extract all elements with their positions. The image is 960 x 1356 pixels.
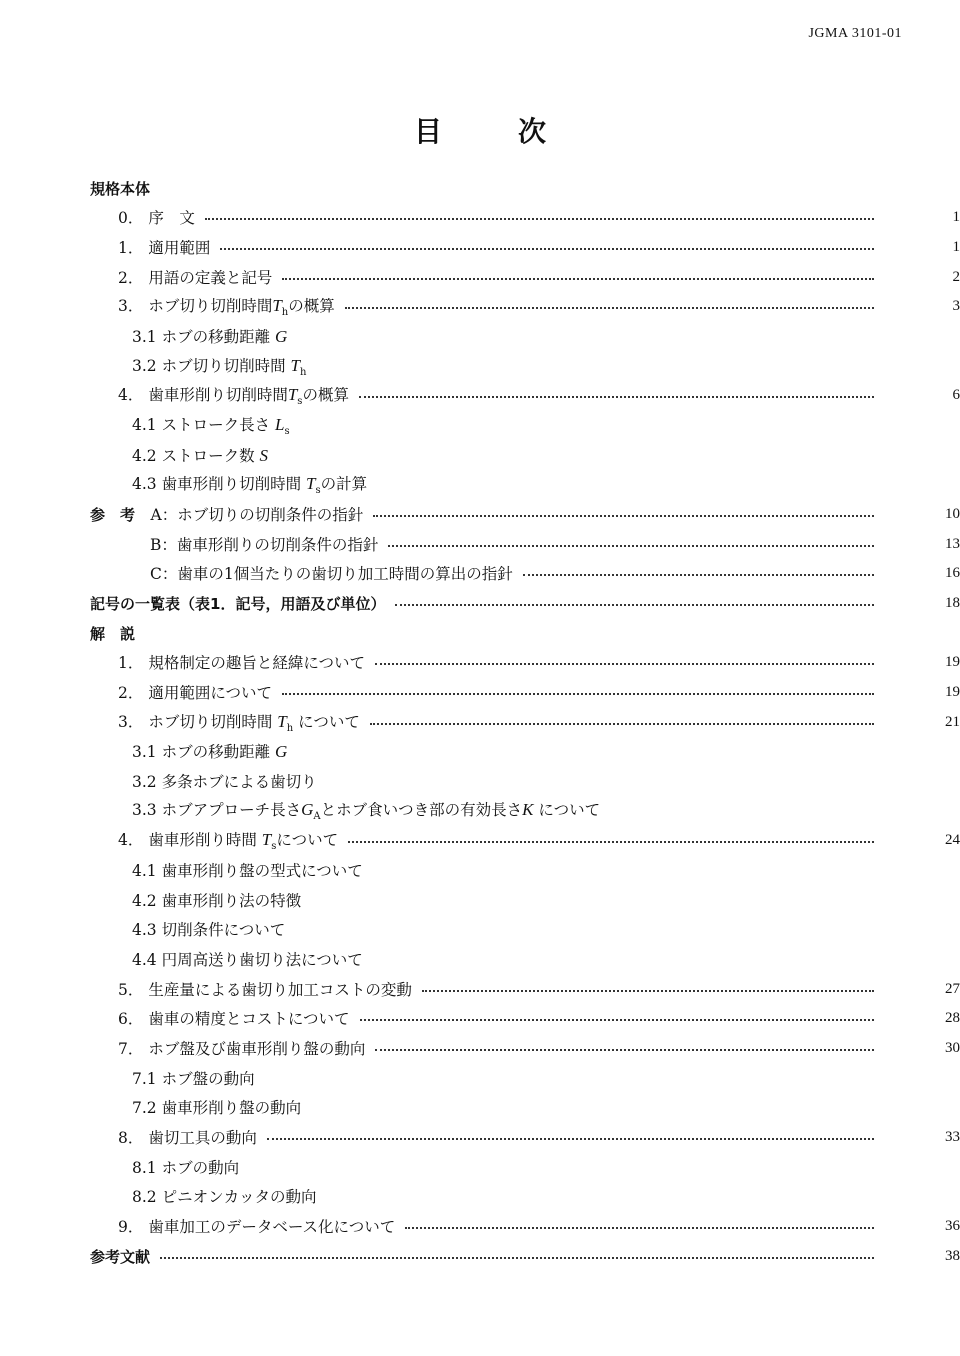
dot-leader [395, 604, 874, 606]
entry-number: 7． [118, 1040, 144, 1058]
toc-entry[interactable] [0, 1123, 960, 1151]
page-number: 24 [945, 831, 960, 848]
entry-title-suffix: について [298, 712, 360, 731]
page-number: 30 [945, 1039, 960, 1056]
entry-title-suffix: について [538, 800, 601, 819]
toc-entry[interactable] [0, 826, 960, 854]
entry-number: 4.1 [132, 862, 157, 880]
page-number: 28 [945, 1009, 960, 1026]
entry-title: C：歯車の1個当たりの歯切り加工時間の算出の指針 [150, 565, 513, 583]
entry-title: 歯車形削り法の特徴 [161, 892, 302, 910]
variable-symbol: G [275, 327, 288, 346]
page-number: 18 [945, 594, 960, 611]
page-number: 19 [945, 653, 960, 670]
entry-number: 4.4 [132, 951, 157, 969]
dot-leader [523, 574, 874, 576]
toc-entry[interactable] [0, 559, 960, 587]
entry-number: 3.3 [132, 800, 157, 819]
variable-subscript: h [286, 723, 294, 735]
entry-title-suffix: の計算 [320, 474, 368, 493]
dot-leader [373, 515, 874, 517]
toc-entry[interactable] [0, 945, 960, 973]
title-char-2: 次 [518, 115, 547, 148]
dot-leader [370, 723, 874, 725]
dot-leader [267, 1138, 874, 1140]
page-number: 38 [945, 1247, 960, 1264]
entry-title: ホブの移動距離 [161, 743, 271, 761]
variable-subscript: h [300, 367, 307, 379]
page-number: 21 [945, 713, 960, 730]
title-char-1: 目 [413, 115, 442, 148]
entry-number: 4.3 [132, 921, 157, 939]
dot-leader [422, 990, 874, 992]
variable-subscript: s [315, 485, 321, 497]
toc-entry[interactable] [0, 500, 960, 528]
dot-leader [220, 248, 874, 250]
entry-title: ストローク長さ [161, 415, 271, 434]
entry-number: 2． [118, 269, 144, 287]
entry-number: 8． [118, 1129, 144, 1147]
toc-entry[interactable] [0, 203, 960, 231]
entry-title: 切削条件について [161, 921, 286, 939]
toc-entry[interactable] [0, 886, 960, 914]
entry-title: B：歯車形削りの切削条件の指針 [150, 536, 379, 554]
entry-title-middle: とホブ食いつき部の有効長さ [320, 800, 523, 819]
entry-number: 4.2 [132, 892, 157, 910]
entry-title: 歯切工具の動向 [148, 1129, 257, 1147]
entry-number: 4.2 [132, 447, 157, 465]
entry-title: 歯車形削り盤の型式について [161, 862, 363, 880]
entry-title: ホブ盤の動向 [161, 1070, 255, 1088]
dot-leader [160, 1257, 874, 1259]
entry-number: 3.1 [132, 743, 157, 761]
variable-symbol: G [275, 742, 288, 761]
entry-title: ピニオンカッタの動向 [161, 1188, 317, 1206]
toc-entry[interactable] [0, 648, 960, 676]
toc-entry[interactable] [0, 411, 960, 439]
entry-number: 4.3 [132, 474, 157, 493]
entry-number: 7.2 [132, 1099, 157, 1117]
entry-number: 1． [118, 654, 144, 672]
toc-entry-symbols[interactable] [0, 589, 960, 617]
entry-number: 3． [118, 712, 144, 731]
toc-heading-main-body [0, 174, 960, 202]
toc-entry[interactable] [0, 1153, 960, 1181]
toc-entry[interactable] [0, 1064, 960, 1092]
dot-leader [375, 1049, 874, 1051]
dot-leader [388, 545, 874, 547]
page-number: 10 [945, 505, 960, 522]
page-title [0, 110, 960, 150]
heading-label: 解 説 [90, 624, 136, 643]
entry-number: 6． [118, 1010, 144, 1028]
entry-number: 5． [118, 981, 144, 999]
toc-entry[interactable] [0, 292, 960, 320]
toc-entry-references[interactable] [0, 1242, 960, 1270]
dot-leader [282, 278, 874, 280]
variable-symbol: L [275, 414, 285, 434]
entry-title: 歯車形削り盤の動向 [161, 1099, 302, 1117]
entry-number: 4． [118, 830, 144, 849]
page-number: 1 [952, 208, 960, 225]
entry-title: 記号の一覧表（表1．記号，用語及び単位） [90, 594, 386, 613]
variable-symbol: T [272, 295, 282, 315]
variable-symbol: K [522, 799, 534, 819]
entry-number: 3.2 [132, 356, 157, 375]
toc-entry[interactable] [0, 1004, 960, 1032]
variable-subscript: h [281, 307, 289, 319]
entry-number: 1． [118, 239, 144, 257]
toc-entry[interactable] [0, 530, 960, 558]
toc-entry[interactable] [0, 1034, 960, 1062]
toc-entry[interactable] [0, 322, 960, 350]
entry-title: 歯車形削り切削時間 [148, 385, 288, 404]
heading-label: 参 考 [90, 506, 136, 524]
variable-subscript: s [271, 841, 277, 853]
variable-symbol: T [306, 473, 316, 493]
toc-entry[interactable] [0, 708, 960, 736]
entry-title: 歯車の精度とコストについて [148, 1010, 350, 1028]
page-number: 1 [952, 238, 960, 255]
entry-number: 3.2 [132, 773, 157, 791]
toc-entry[interactable] [0, 678, 960, 706]
page-number: 13 [945, 535, 960, 552]
entry-number: 7.1 [132, 1070, 157, 1088]
entry-title: 歯車加工のデータベース化について [148, 1218, 396, 1236]
toc-entry[interactable] [0, 915, 960, 943]
page-number: 2 [952, 268, 960, 285]
dot-leader [360, 1019, 874, 1021]
entry-title-suffix: の概算 [288, 296, 335, 315]
entry-number: 4.1 [132, 415, 157, 434]
entry-title: 歯車形削り切削時間 [161, 474, 302, 493]
dot-leader [375, 663, 874, 665]
toc-entry[interactable] [0, 856, 960, 884]
variable-symbol: T [290, 355, 301, 375]
toc-entry[interactable] [0, 796, 960, 824]
toc-entry[interactable] [0, 1093, 960, 1121]
entry-title: ホブ盤及び歯車形削り盤の動向 [148, 1040, 366, 1058]
entry-number: 0． [118, 209, 144, 227]
entry-title: 生産量による歯切り加工コストの変動 [148, 981, 412, 999]
toc-entry[interactable] [0, 233, 960, 261]
dot-leader [405, 1227, 874, 1229]
toc-entry[interactable] [0, 1182, 960, 1210]
entry-title-suffix: について [276, 830, 339, 849]
entry-title: ホブ切り切削時間 [148, 296, 273, 315]
entry-title: ストローク数 [161, 447, 255, 465]
page-number: 33 [945, 1128, 960, 1145]
entry-title: ホブの動向 [161, 1159, 240, 1177]
entry-title: 序 文 [148, 209, 195, 227]
toc-entry[interactable] [0, 737, 960, 765]
page-number: 36 [945, 1217, 960, 1234]
entry-number: 4． [118, 385, 144, 404]
variable-symbol: S [259, 446, 269, 465]
toc-entry[interactable] [0, 1212, 960, 1240]
toc-entry[interactable] [0, 381, 960, 409]
entry-title: A：ホブ切りの切削条件の指針 [150, 506, 364, 524]
dot-leader [282, 693, 874, 695]
dot-leader [359, 396, 874, 398]
toc-entry[interactable] [0, 470, 960, 498]
dot-leader [205, 218, 874, 220]
entry-title: ホブ切り切削時間 [148, 712, 273, 731]
dot-leader [345, 307, 874, 309]
toc-entry[interactable] [0, 441, 960, 469]
entry-title: ホブ切り切削時間 [161, 356, 286, 375]
entry-number: 2． [118, 684, 144, 702]
toc-heading-commentary [0, 619, 960, 647]
variable-symbol: T [287, 384, 298, 404]
variable-subscript: s [297, 396, 303, 408]
heading-label: 規格本体 [90, 179, 151, 198]
variable-symbol: T [261, 829, 272, 849]
toc-entry[interactable] [0, 352, 960, 380]
document-code: JGMA 3101-01 [808, 26, 902, 41]
entry-title: 適用範囲について [148, 684, 273, 702]
page-number: 27 [945, 980, 960, 997]
entry-title: 歯車形削り時間 [148, 830, 257, 849]
variable-symbol: G [301, 799, 314, 819]
variable-symbol: T [277, 711, 287, 731]
dot-leader [348, 841, 874, 843]
page-number: 3 [952, 297, 960, 314]
entry-title: ホブアプローチ長さ [161, 800, 302, 819]
variable-subscript: A [313, 811, 321, 823]
entry-title: 多条ホブによる歯切り [161, 773, 317, 791]
toc-entry[interactable] [0, 975, 960, 1003]
variable-subscript: s [284, 426, 290, 438]
entry-number: 3.1 [132, 328, 157, 346]
entry-title-suffix: の概算 [302, 385, 349, 404]
entry-number: 8.1 [132, 1159, 157, 1177]
entry-number: 3． [118, 296, 144, 315]
entry-title: ホブの移動距離 [161, 328, 271, 346]
page-number: 16 [945, 564, 960, 581]
toc-entry[interactable] [0, 263, 960, 291]
entry-title: 円周高送り歯切り法について [161, 951, 363, 969]
page-number: 19 [945, 683, 960, 700]
toc-entry[interactable] [0, 767, 960, 795]
entry-title: 適用範囲 [148, 239, 211, 257]
page-number: 6 [952, 386, 960, 403]
entry-title: 用語の定義と記号 [148, 269, 273, 287]
entry-number: 9． [118, 1218, 144, 1236]
entry-number: 8.2 [132, 1188, 157, 1206]
entry-title: 参考文献 [90, 1247, 151, 1266]
entry-title: 規格制定の趣旨と経緯について [148, 654, 366, 672]
